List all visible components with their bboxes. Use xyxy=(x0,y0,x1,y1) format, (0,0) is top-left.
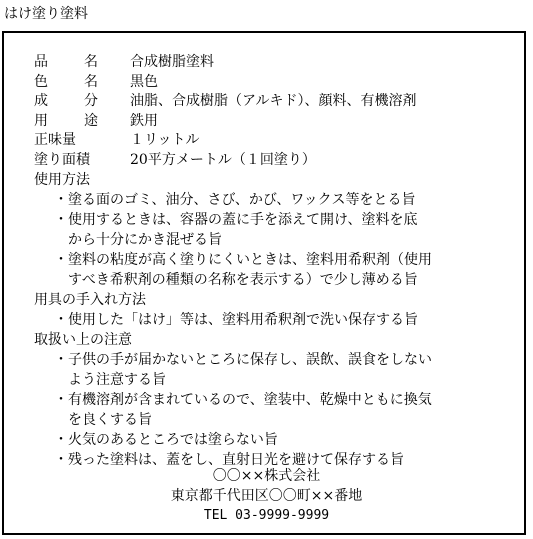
spec-row xyxy=(34,92,432,112)
spec-label: 塗り面積 xyxy=(34,151,90,168)
spec-value: 合成樹脂塗料 xyxy=(130,54,214,70)
bullet-text: を良くする旨 xyxy=(68,412,152,428)
bullet-text: 残った塗料は、蓋をし、直射日光を避けて保存する旨 xyxy=(68,452,404,468)
bullet-text: よう注意する旨 xyxy=(68,372,166,388)
section-heading: 用具の手入れ方法 xyxy=(34,292,146,308)
bullet-text: から十分にかき混ぜる旨 xyxy=(68,232,222,248)
spec-label: 正味量 xyxy=(34,132,76,148)
bullet-text: 火気のあるところでは塗らない旨 xyxy=(68,432,278,448)
bullet-item xyxy=(34,390,432,430)
spec-value: 鉄用 xyxy=(130,112,158,129)
bullet-marker: ・ xyxy=(54,452,68,468)
spec-label: 色 名 xyxy=(34,73,98,90)
bullet-text: すべき希釈剤の種類の名称を表示する）で少し薄める旨 xyxy=(68,272,418,288)
spec-list xyxy=(34,53,432,170)
section-heading: 使用方法 xyxy=(34,172,90,188)
bullet-item xyxy=(34,210,432,250)
bullet-item xyxy=(34,310,432,330)
bullet-marker: ・ xyxy=(54,392,68,408)
company-info xyxy=(0,466,533,526)
bullet-marker: ・ xyxy=(54,192,68,208)
bullet-item xyxy=(34,190,432,210)
company-address: 東京都千代田区〇〇町××番地 xyxy=(170,488,363,504)
bullet-marker: ・ xyxy=(54,252,68,268)
bullet-marker: ・ xyxy=(54,212,68,228)
care-section xyxy=(34,290,432,330)
spec-value: １リットル xyxy=(130,132,200,148)
bullet-item xyxy=(34,430,432,450)
bullet-text: 塗る面のゴミ、油分、さび、かび、ワックス等をとる旨 xyxy=(68,192,416,208)
label-content xyxy=(34,53,432,470)
bullet-marker: ・ xyxy=(54,432,68,448)
company-tel: TEL 03-9999-9999 xyxy=(203,508,330,523)
spec-row xyxy=(34,131,432,151)
spec-value: 油脂、合成樹脂（アルキド）、顔料、有機溶剤 xyxy=(130,93,417,109)
bullet-text: 使用した「はけ」等は、塗料用希釈剤で洗い保存する旨 xyxy=(68,312,418,328)
spec-row xyxy=(34,73,432,93)
usage-section xyxy=(34,170,432,290)
spec-label: 品 名 xyxy=(34,54,98,70)
spec-label: 成 分 xyxy=(34,93,98,109)
spec-row xyxy=(34,53,432,73)
spec-label: 用 途 xyxy=(34,112,98,129)
company-name: 〇〇××株式会社 xyxy=(212,468,321,484)
page-title: はけ塗り塗料 xyxy=(4,6,88,22)
spec-row xyxy=(34,112,432,132)
bullet-text: 塗料の粘度が高く塗りにくいときは、塗料用希釈剤（使用 xyxy=(68,252,432,268)
bullet-marker: ・ xyxy=(54,312,68,328)
spec-row xyxy=(34,151,432,171)
spec-value: 黒色 xyxy=(130,73,158,90)
bullet-item xyxy=(34,350,432,390)
bullet-marker: ・ xyxy=(54,352,68,368)
bullet-text: 子供の手が届かないところに保存し、誤飲、誤食をしない xyxy=(68,352,432,368)
bullet-text: 有機溶剤が含まれているので、塗装中、乾燥中ともに換気 xyxy=(68,392,432,408)
bullet-item xyxy=(34,250,432,290)
spec-value: 20平方メートル（１回塗り） xyxy=(130,151,316,168)
bullet-text: 使用するときは、容器の蓋に手を添えて開け、塗料を底 xyxy=(68,212,418,228)
cautions-section xyxy=(34,330,432,470)
section-heading: 取扱い上の注意 xyxy=(34,332,132,348)
